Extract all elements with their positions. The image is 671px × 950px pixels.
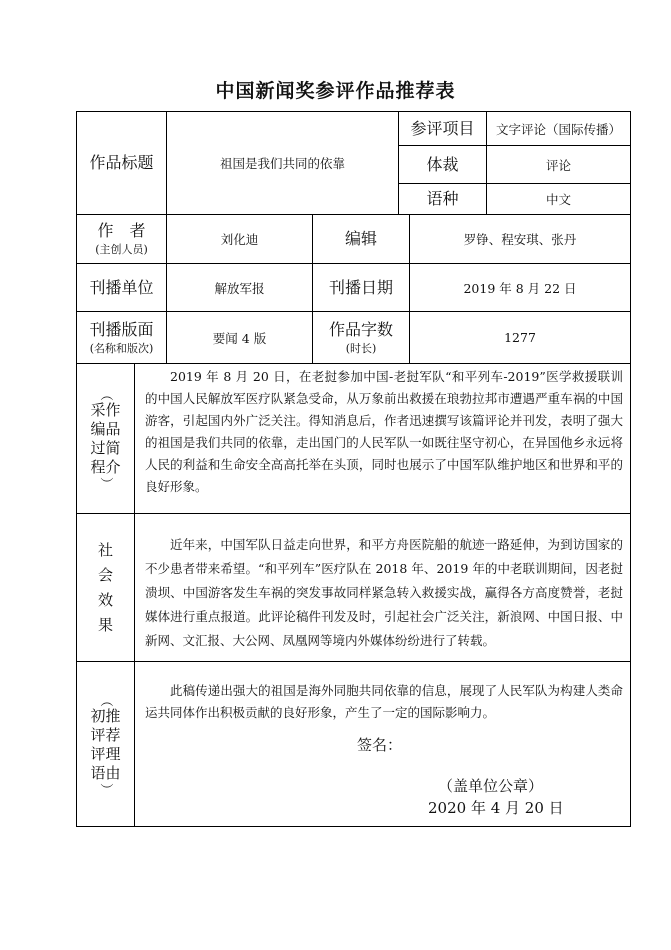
author-label-sub: (主创人员) <box>95 243 148 256</box>
word-count-value: 1277 <box>504 330 536 345</box>
section-label-main: 刊播版面 <box>89 319 154 339</box>
author-label-main: 作 者 <box>97 221 146 240</box>
effect-text: 近年来，中国军队日益走向世界，和平方舟医院船的航迹一路延伸，为到访国家的不少患者带来希望。“和平列车”医疗队在 2018 年、2019 年的中老联训期间，因老挝溃坝、中国游客发生车祸的突发事故同样紧急转入救援实战，赢得各方高度赞誉，老挝媒体进行重点报道。此评论稿件刊发及时，引起社会广泛关注，新浪网、中国日报、中新网、文汇报、大公网、凤凰网等境内外媒体纷纷进行了转载。 <box>145 537 623 648</box>
sign-date: 2020 年 4 月 20 日 <box>428 799 564 817</box>
process-text: 2019 年 8 月 20 日，在老挝参加中国-老挝军队“和平列车-2019”医学救援联训的中国人民解放军医疗队紧急受命，从万象前出救援在琅勃拉邦市遭遇严重车祸的中国游客，引起国内外广泛关注。得知消息后，作者迅速撰写该篇评论并刊发，表明了强大的祖国是我们共同的依靠，走出国门的人民军队一如既往坚守初心，在异国他乡永远将人民的利益和生命安全高高托举在头顶，同时也展示了中国军队维护地区和世界和平的良好形象。 <box>145 369 623 494</box>
review-label <box>77 662 134 827</box>
editor-label: 编辑 <box>344 229 377 248</box>
word-count-label <box>313 312 409 363</box>
effect-label-char: 效 <box>97 590 113 609</box>
process-label <box>77 364 134 513</box>
author-label <box>77 215 166 263</box>
row-divider <box>76 363 631 364</box>
language-value: 中文 <box>545 192 571 207</box>
review-label-line: 初推 <box>90 706 121 725</box>
publish-date-value: 2019 年 8 月 22 日 <box>463 280 577 296</box>
category-value: 文字评论（国际传播） <box>495 121 621 137</box>
effect-label-char: 社 <box>97 540 113 559</box>
work-title-label: 作品标题 <box>89 153 154 172</box>
publisher-label: 刊播单位 <box>89 277 154 297</box>
section-label <box>77 312 166 363</box>
process-label-line: 过简 <box>90 438 121 457</box>
paren-close: ） <box>97 782 113 796</box>
paren-open: （ <box>97 693 113 707</box>
paren-close: ） <box>97 476 113 490</box>
editor-value: 罗铮、程安琪、张丹 <box>463 232 577 247</box>
author-value: 刘化迪 <box>220 232 259 247</box>
paren-open: （ <box>97 387 113 401</box>
effect-label-char: 会 <box>97 565 113 584</box>
process-label-line: 程介 <box>90 457 121 476</box>
language-label: 语种 <box>426 189 459 208</box>
col-divider <box>134 363 135 827</box>
work-title-value: 祖国是我们共同的依靠 <box>219 156 345 171</box>
effect-label-char: 果 <box>97 615 113 634</box>
process-label-line: 编品 <box>90 419 121 438</box>
publisher-value: 解放军报 <box>214 280 265 296</box>
row-divider <box>76 661 631 662</box>
publish-date-label: 刊播日期 <box>328 277 393 297</box>
signature-label: 签名： <box>357 736 403 754</box>
category-label: 参评项目 <box>410 118 475 138</box>
review-label-line: 语由 <box>90 763 121 782</box>
genre-label: 体裁 <box>426 154 459 174</box>
review-label-line: 评荐 <box>90 725 121 744</box>
word-count-label-main: 作品字数 <box>328 319 393 339</box>
row-divider <box>76 513 631 514</box>
review-label-line: 评理 <box>90 744 121 763</box>
effect-label <box>77 514 134 661</box>
form-title: 中国新闻奖参评作品推荐表 <box>215 80 456 102</box>
section-value: 要闻 4 版 <box>212 330 267 346</box>
genre-value: 评论 <box>545 157 571 173</box>
section-label-sub: (名称和版次) <box>89 341 154 355</box>
process-label-line: 采作 <box>90 400 121 419</box>
stamp-label: （盖单位公章） <box>438 777 544 795</box>
word-count-label-sub: (时长) <box>345 341 377 355</box>
review-text: 此稿传递出强大的祖国是海外同胞共同依靠的信息，展现了人民军队为构建人类命运共同体作出积极贡献的良好形象，产生了一定的国际影响力。 <box>145 683 623 720</box>
